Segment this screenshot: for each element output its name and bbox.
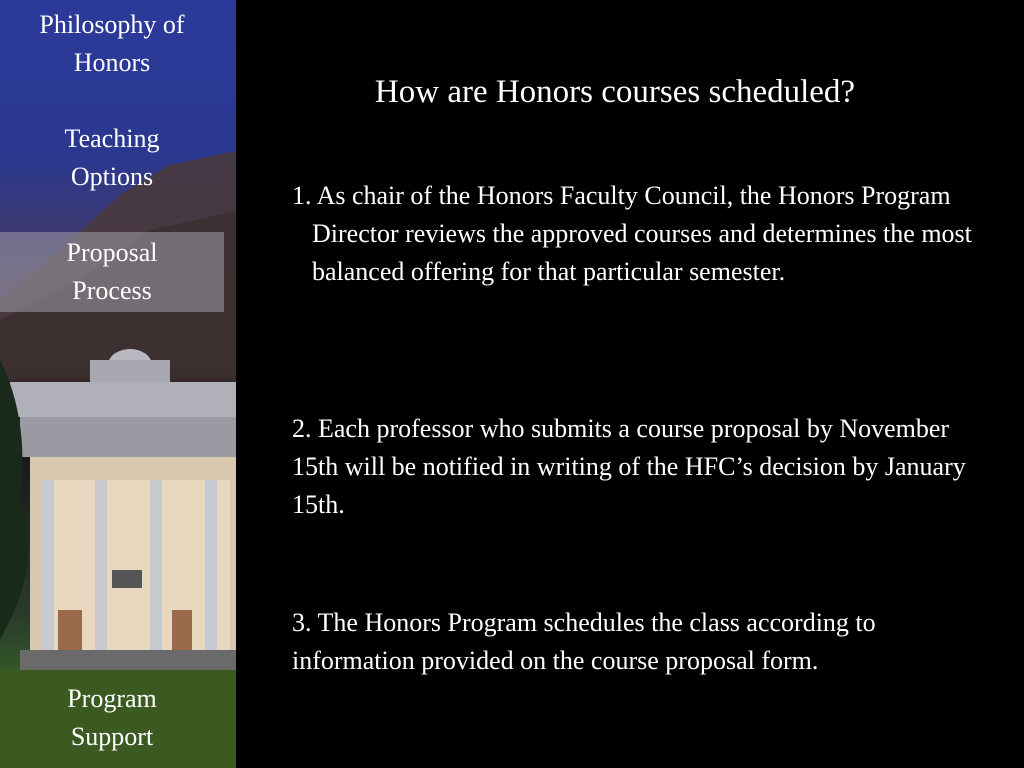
sidebar [0, 0, 240, 768]
sidebar-item-label-line1: Program [67, 684, 157, 713]
sidebar-item-philosophy-of-honors[interactable] [0, 6, 224, 82]
sidebar-item-label-line2: Honors [73, 48, 151, 77]
sidebar-divider [236, 0, 240, 768]
sidebar-item-label-line2: Support [70, 722, 154, 751]
point-1: 1. As chair of the Honors Faculty Council, the Honors Program Director reviews the approved courses and determines the most balanced offering for that particular semester. [292, 181, 972, 286]
point-2: 2. Each professor who submits a course proposal by November 15th will be notified in writing of the HFC’s decision by January 15th. [292, 414, 966, 519]
sidebar-item-label-line1: Teaching [64, 124, 160, 153]
sidebar-item-proposal-process[interactable] [0, 232, 224, 312]
point-3: 3. The Honors Program schedules the class according to information provided on the course proposal form. [292, 608, 876, 675]
building-photo [0, 0, 240, 768]
sidebar-item-label-line2: Process [72, 276, 152, 305]
sidebar-item-teaching-options[interactable] [0, 120, 224, 196]
sidebar-item-label-line2: Options [70, 162, 154, 191]
page-title: How are Honors courses scheduled? [374, 74, 856, 110]
sidebar-item-label-line1: Philosophy of [39, 10, 185, 39]
sidebar-item-program-support[interactable] [0, 680, 224, 756]
sidebar-item-label-line1: Proposal [66, 238, 158, 267]
